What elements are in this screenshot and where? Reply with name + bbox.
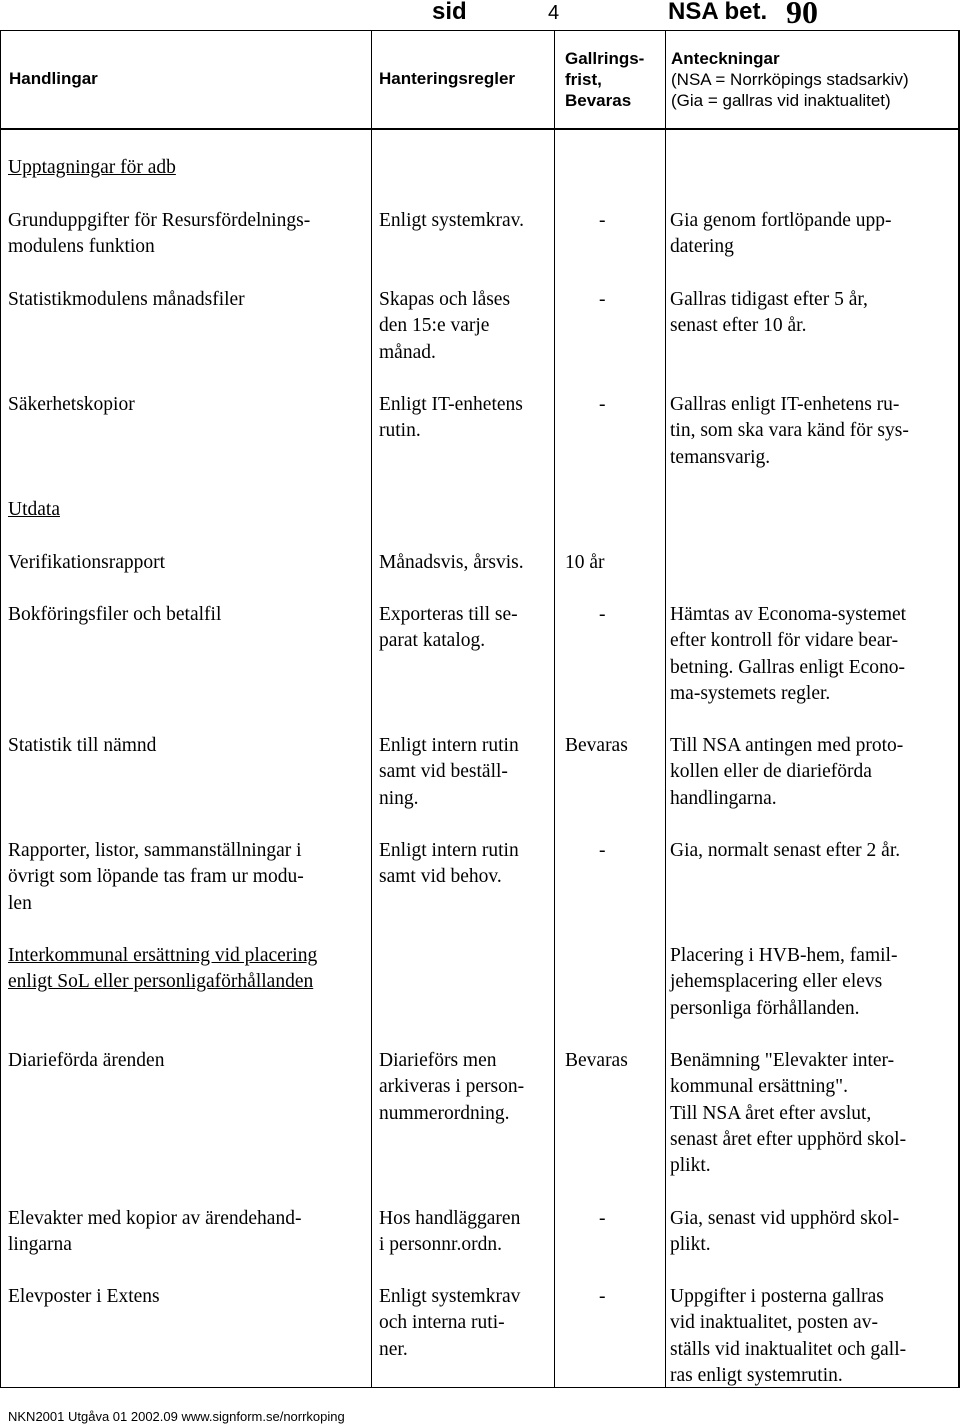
header-anteckningar-sub2: (Gia = gallras vid inaktualitet) xyxy=(671,91,891,110)
row-handling: Elevposter i Extens xyxy=(8,1286,160,1307)
row-frist: Bevaras xyxy=(565,1050,628,1071)
sid-label: sid xyxy=(432,0,467,25)
row-anteckning: Gia genom fortlöpande upp- datering xyxy=(670,210,892,258)
sid-value: 4 xyxy=(548,2,560,24)
page-header-line xyxy=(0,0,960,30)
row-anteckning: Gia, senast vid upphörd skol- plikt. xyxy=(670,1208,900,1256)
header-hanteringsregler: Hanteringsregler xyxy=(379,69,516,88)
row-anteckning: Placering i HVB-hem, famil- jehemsplacering eller elevs personliga förhållanden. xyxy=(670,945,898,1019)
row-handling: Bokföringsfiler och betalfil xyxy=(8,604,222,625)
row-frist: - xyxy=(599,1286,606,1307)
section-heading-utdata: Utdata xyxy=(8,499,60,520)
row-handling: Diarieförda ärenden xyxy=(8,1050,165,1071)
header-handlingar: Handlingar xyxy=(9,69,98,88)
row-anteckning: Hämtas av Economa-systemet efter kontroll för vidare bear- betning. Gallras enligt Econo- ma-systemets regler. xyxy=(670,604,907,704)
header-gallringsfrist: Gallrings- frist, Bevaras xyxy=(565,49,645,110)
header-anteckningar-sub1: (NSA = Norrköpings stadsarkiv) xyxy=(671,70,909,89)
row-handling: Säkerhetskopior xyxy=(8,394,135,415)
row-frist: Bevaras xyxy=(565,735,628,756)
header-anteckningar xyxy=(671,48,909,111)
column-divider xyxy=(665,31,666,1387)
row-regel: Diarieförs men arkiveras i person- nummerordning. xyxy=(379,1050,525,1124)
row-anteckning: Gia, normalt senast efter 2 år. xyxy=(670,840,901,861)
column-divider xyxy=(554,31,555,1387)
row-regel: Enligt systemkrav och interna ruti- ner. xyxy=(379,1286,521,1360)
row-anteckning: Uppgifter i posterna gallras vid inaktualitet, posten av- ställs vid inaktualitet och gall- ras enligt systemrutin. xyxy=(670,1286,907,1386)
row-regel: Månadsvis, årsvis. xyxy=(379,552,524,573)
nsa-bet-label: NSA bet. xyxy=(668,0,768,25)
row-regel: Hos handläggaren i personnr.ordn. xyxy=(379,1208,521,1256)
row-regel: Exporteras till se- parat katalog. xyxy=(379,604,518,652)
row-handling: Interkommunal ersättning vid placering enligt SoL eller personligaförhållanden xyxy=(8,945,318,993)
row-regel: Enligt IT-enhetens rutin. xyxy=(379,394,523,442)
row-regel: Skapas och låses den 15:e varje månad. xyxy=(379,289,511,363)
row-frist: 10 år xyxy=(565,552,605,573)
row-frist: - xyxy=(599,289,606,310)
row-anteckning: Gallras enligt IT-enhetens ru- tin, som ska vara känd för sys- temansvarig. xyxy=(670,394,909,468)
nsa-bet-value: 90 xyxy=(786,0,818,30)
row-frist: - xyxy=(599,604,606,625)
section-heading-adb: Upptagningar för adb xyxy=(8,157,176,178)
row-frist: - xyxy=(599,840,606,861)
row-regel: Enligt systemkrav. xyxy=(379,210,524,231)
row-frist: - xyxy=(599,210,606,231)
row-frist: - xyxy=(599,1208,606,1229)
row-anteckning: Gallras tidigast efter 5 år, senast efter 10 år. xyxy=(670,289,868,337)
row-anteckning: Till NSA antingen med proto- kollen eller de diarieförda handlingarna. xyxy=(670,735,904,809)
column-divider xyxy=(371,31,372,1387)
row-anteckning: Benämning "Elevakter inter- kommunal ersättning". Till NSA året efter avslut, senast året efter upphörd skol- plikt. xyxy=(670,1050,907,1177)
header-anteckningar-title: Anteckningar xyxy=(671,49,780,68)
row-frist: - xyxy=(599,394,606,415)
row-handling: Statistik till nämnd xyxy=(8,735,157,756)
row-handling: Elevakter med kopior av ärendehand- lingarna xyxy=(8,1208,302,1256)
row-regel: Enligt intern rutin samt vid beställ- ning. xyxy=(379,735,519,809)
table-header xyxy=(1,31,958,130)
row-regel: Enligt intern rutin samt vid behov. xyxy=(379,840,519,888)
row-handling: Statistikmodulens månadsfiler xyxy=(8,289,245,310)
row-handling: Verifikationsrapport xyxy=(8,552,166,573)
records-table xyxy=(0,30,960,1388)
row-handling: Rapporter, listor, sammanställningar i övrigt som löpande tas fram ur modu- len xyxy=(8,840,304,914)
row-handling: Grunduppgifter för Resursfördelnings- modulens funktion xyxy=(8,210,311,258)
form-footer: NKN2001 Utgåva 01 2002.09 www.signform.se/norrkoping xyxy=(8,1409,345,1424)
